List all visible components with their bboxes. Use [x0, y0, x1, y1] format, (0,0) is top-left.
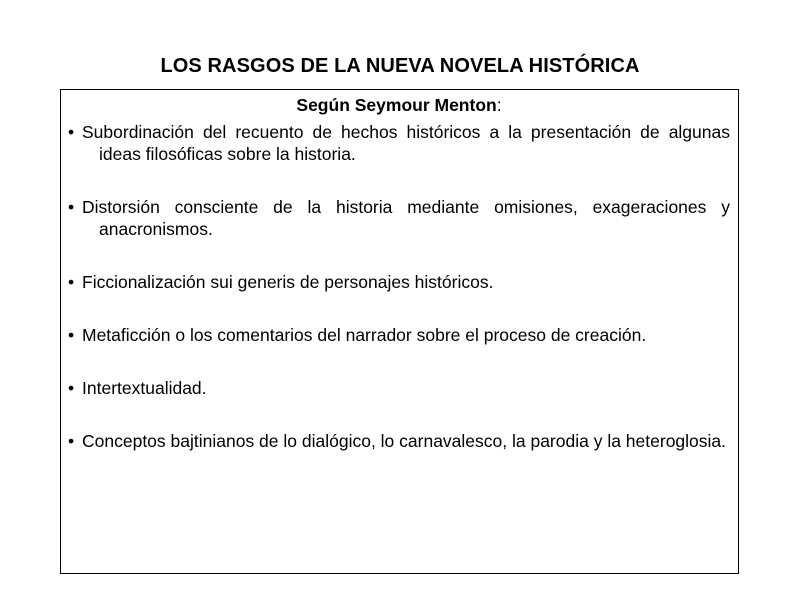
slide-title: LOS RASGOS DE LA NUEVA NOVELA HISTÓRICA: [160, 55, 640, 78]
bullet-icon: •: [68, 122, 75, 142]
list-item: [68, 121, 730, 165]
box-heading: [68, 94, 730, 116]
list-item-text: Conceptos bajtinianos de lo dialógico, lo carnavalesco, la parodia y la heteroglosia.: [82, 431, 727, 451]
list-item-text: Subordinación del recuento de hechos históricos a la presentación de algunas ideas filosóficas sobre la historia.: [82, 122, 730, 164]
author-attribution: Según Seymour Menton: [296, 95, 497, 115]
bullet-icon: •: [68, 197, 75, 217]
bullet-icon: •: [68, 378, 75, 398]
list-item-text: Intertextualidad.: [82, 378, 207, 398]
bullet-icon: •: [68, 272, 75, 292]
bullet-icon: •: [68, 431, 75, 451]
bullet-icon: •: [68, 325, 75, 345]
list-item: [68, 430, 730, 452]
heading-colon: :: [496, 95, 502, 115]
list-item-text: Metaficción o los comentarios del narrador sobre el proceso de creación.: [82, 325, 647, 345]
features-list: [68, 121, 730, 452]
list-item: [68, 377, 730, 399]
list-item: [68, 324, 730, 346]
list-item-text: Distorsión consciente de la historia mediante omisiones, exageraciones y anacronismos.: [82, 197, 730, 239]
list-item: [68, 196, 730, 240]
list-item-text: Ficcionalización sui generis de personajes históricos.: [82, 272, 494, 292]
content-box: [60, 89, 739, 574]
list-item: [68, 271, 730, 293]
